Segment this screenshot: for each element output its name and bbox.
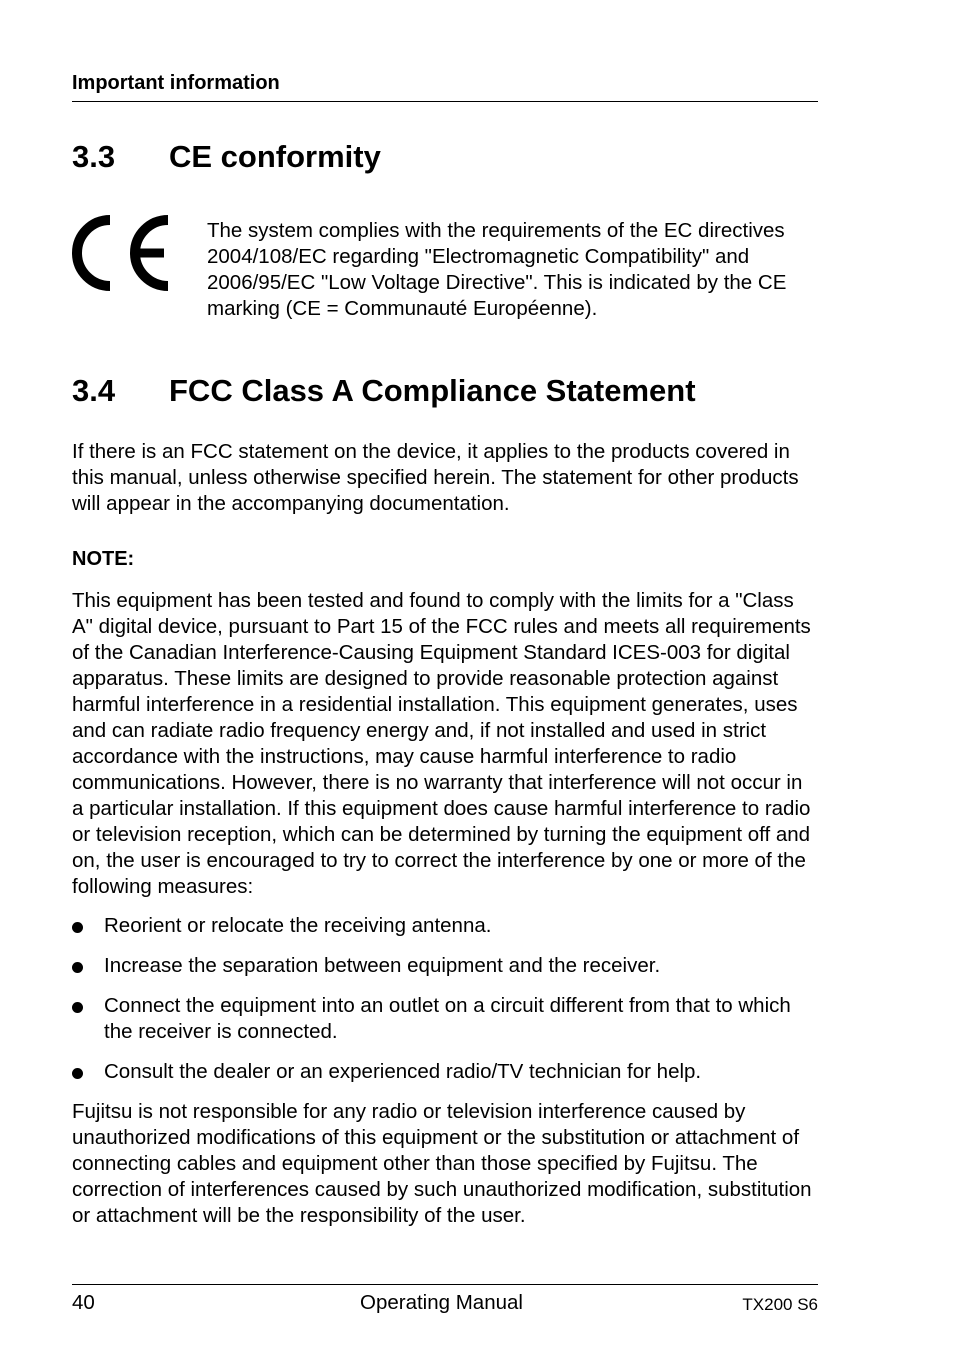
bullet-icon — [72, 962, 83, 973]
ce-mark-icon — [72, 214, 172, 292]
fcc-note-paragraph: This equipment has been tested and found to comply with the limits for a "Class A" digital device, pursuant to Part 15 of the FCC rules and meets all requirements of the Canadian Interference-Causing Equipment Standard ICES-003 for digital apparatus. These limits are designed to provide reasonable protection against harmful interference in a residential installation. This equipment generates, uses and can radiate radio frequency energy and, if not installed and used in strict accordance with the instructions, may cause harmful interference to radio communications. However, there is no warranty that interference will not occur in a particular installation. If this equipment does cause harmful interference to radio or television reception, which can be determined by turning the equipment off and on, the user is encouraged to try to correct the interference by one or more of the following measures: — [72, 589, 811, 898]
list-item — [72, 993, 818, 1045]
list-item-text: Reorient or relocate the receiving antenna. — [104, 914, 492, 937]
section-fcc-title: FCC Class A Compliance Statement — [169, 373, 696, 408]
list-item-text: Connect the equipment into an outlet on a circuit different from that to which the receiver is connected. — [104, 994, 791, 1043]
section-ce-number: 3.3 — [72, 139, 116, 174]
footer-model: TX200 S6 — [742, 1295, 818, 1314]
header-divider — [72, 101, 818, 102]
list-item — [72, 913, 818, 939]
bullet-icon — [72, 1002, 83, 1013]
header-title: Important information — [72, 72, 280, 94]
list-item-text: Consult the dealer or an experienced radio/TV technician for help. — [104, 1060, 702, 1083]
fcc-intro-paragraph: If there is an FCC statement on the device, it applies to the products covered in this manual, unless otherwise specified herein. The statement for other products will appear in the accompanying documentation. — [72, 440, 799, 515]
footer-divider — [72, 1284, 818, 1285]
bullet-icon — [72, 1068, 83, 1079]
measures-list — [72, 913, 818, 1099]
list-item — [72, 953, 818, 979]
bullet-icon — [72, 922, 83, 933]
footer-manual-title: Operating Manual — [360, 1291, 523, 1314]
fcc-closing-paragraph: Fujitsu is not responsible for any radio or television interference caused by unauthorized modifications of this equipment or the substitution or attachment of connecting cables and equipment other than those specified by Fujitsu. The correction of interferences caused by such unauthorized modification, substitution or attachment will be the responsibility of the user. — [72, 1100, 812, 1227]
page-number: 40 — [72, 1291, 95, 1314]
section-fcc-number: 3.4 — [72, 373, 116, 408]
section-ce-title: CE conformity — [169, 139, 381, 174]
note-label: NOTE: — [72, 548, 135, 570]
list-item — [72, 1059, 818, 1085]
ce-conformity-text: The system complies with the requirements of the EC directives 2004/108/EC regarding "Electromagnetic Compatibility" and 2006/95/EC "Low Voltage Directive". This is indicated by the CE marking (CE = Communauté Européenne). — [207, 219, 787, 320]
list-item-text: Increase the separation between equipment and the receiver. — [104, 954, 661, 977]
